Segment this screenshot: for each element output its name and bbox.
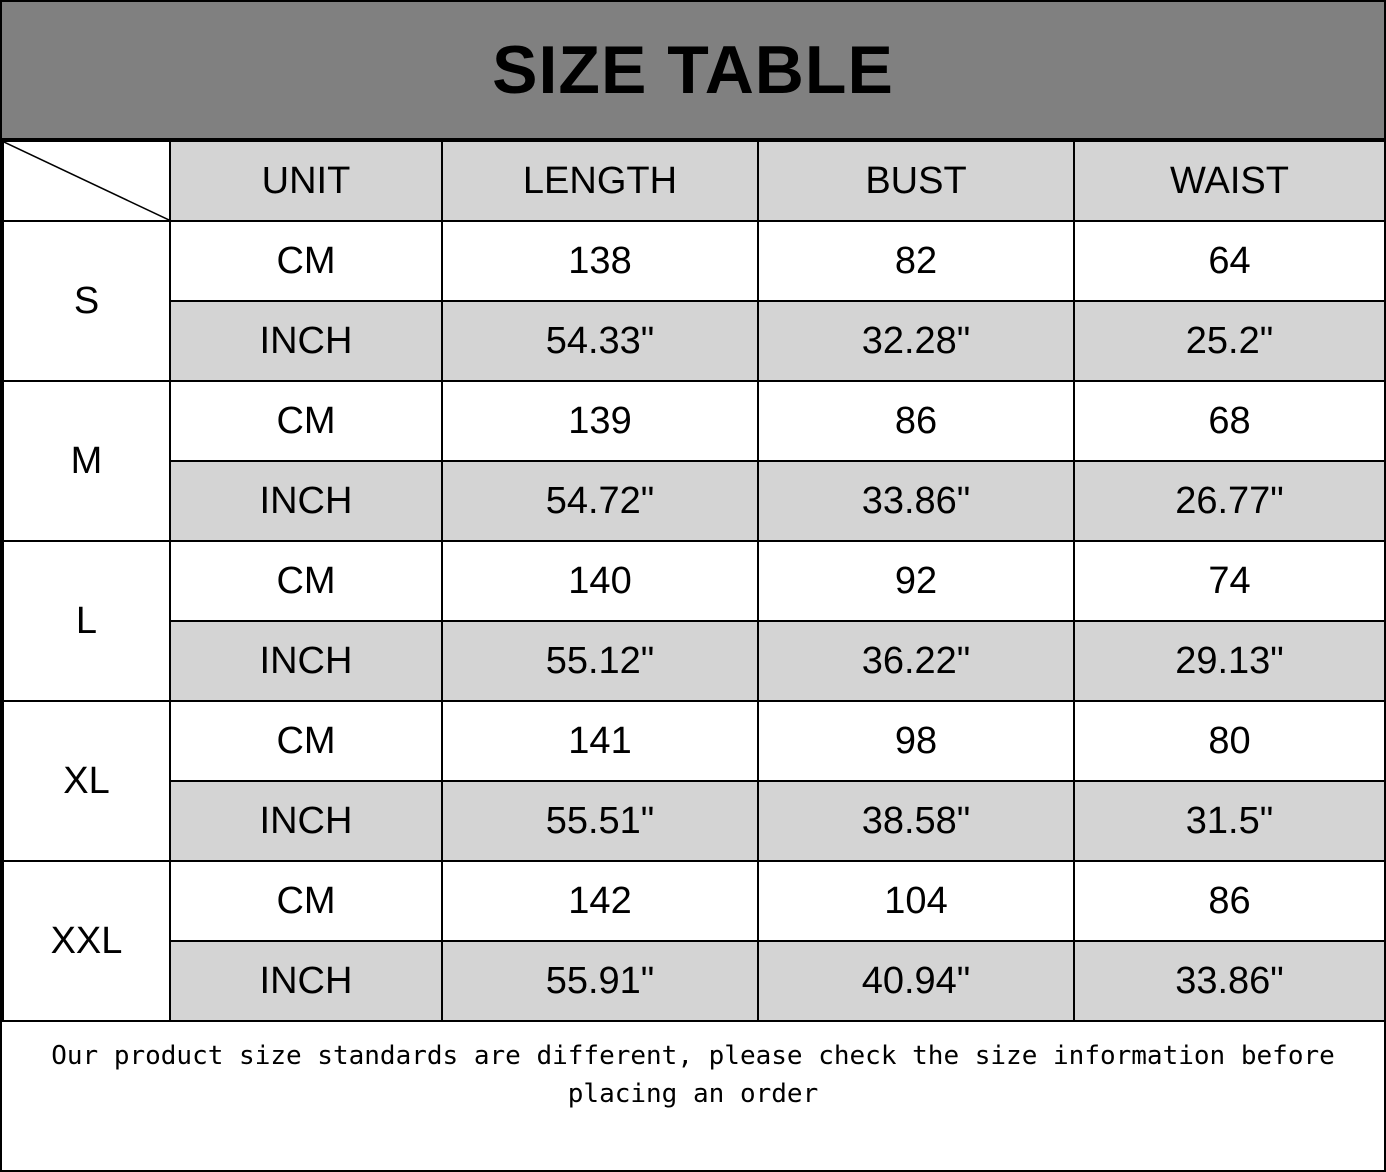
table-row [3,701,1385,781]
unit-cm: CM [170,861,442,941]
unit-inch: INCH [170,781,442,861]
cell-length: 55.12" [442,621,758,701]
cell-bust: 104 [758,861,1074,941]
cell-bust: 38.58" [758,781,1074,861]
unit-inch: INCH [170,621,442,701]
cell-bust: 98 [758,701,1074,781]
cell-length: 140 [442,541,758,621]
cell-waist: 80 [1074,701,1385,781]
column-header-unit: UNIT [170,141,442,221]
size-label-s: S [3,221,170,381]
cell-bust: 32.28" [758,301,1074,381]
cell-length: 142 [442,861,758,941]
cell-length: 141 [442,701,758,781]
cell-waist: 31.5" [1074,781,1385,861]
cell-bust: 33.86" [758,461,1074,541]
table-row [3,381,1385,461]
table-row [3,221,1385,301]
unit-cm: CM [170,221,442,301]
column-header-bust: BUST [758,141,1074,221]
cell-length: 138 [442,221,758,301]
size-label-m: M [3,381,170,541]
diagonal-line-icon [4,142,169,220]
table-row [3,301,1385,381]
unit-inch: INCH [170,941,442,1021]
cell-bust: 40.94" [758,941,1074,1021]
cell-waist: 25.2" [1074,301,1385,381]
cell-length: 55.91" [442,941,758,1021]
unit-inch: INCH [170,461,442,541]
cell-waist: 74 [1074,541,1385,621]
cell-bust: 86 [758,381,1074,461]
cell-bust: 92 [758,541,1074,621]
cell-bust: 82 [758,221,1074,301]
column-header-length: LENGTH [442,141,758,221]
table-row [3,541,1385,621]
cell-waist: 33.86" [1074,941,1385,1021]
unit-inch: INCH [170,301,442,381]
table-row [3,461,1385,541]
unit-cm: CM [170,541,442,621]
cell-waist: 86 [1074,861,1385,941]
title-bar [2,2,1384,140]
cell-length: 139 [442,381,758,461]
table-row [3,621,1385,701]
cell-length: 55.51" [442,781,758,861]
size-label-l: L [3,541,170,701]
size-note: Our product size standards are different, please check the size information before placing an order [2,1022,1384,1131]
cell-waist: 29.13" [1074,621,1385,701]
cell-bust: 36.22" [758,621,1074,701]
cell-waist: 64 [1074,221,1385,301]
unit-cm: CM [170,701,442,781]
unit-cm: CM [170,381,442,461]
table-header-row [3,141,1385,221]
cell-length: 54.72" [442,461,758,541]
size-label-xl: XL [3,701,170,861]
table-row [3,861,1385,941]
table-row [3,941,1385,1021]
size-label-xxl: XXL [3,861,170,1021]
page-title: SIZE TABLE [492,32,894,108]
column-header-waist: WAIST [1074,141,1385,221]
size-table [2,140,1386,1022]
cell-waist: 68 [1074,381,1385,461]
corner-diagonal-cell [3,141,170,221]
cell-waist: 26.77" [1074,461,1385,541]
cell-length: 54.33" [442,301,758,381]
table-row [3,781,1385,861]
